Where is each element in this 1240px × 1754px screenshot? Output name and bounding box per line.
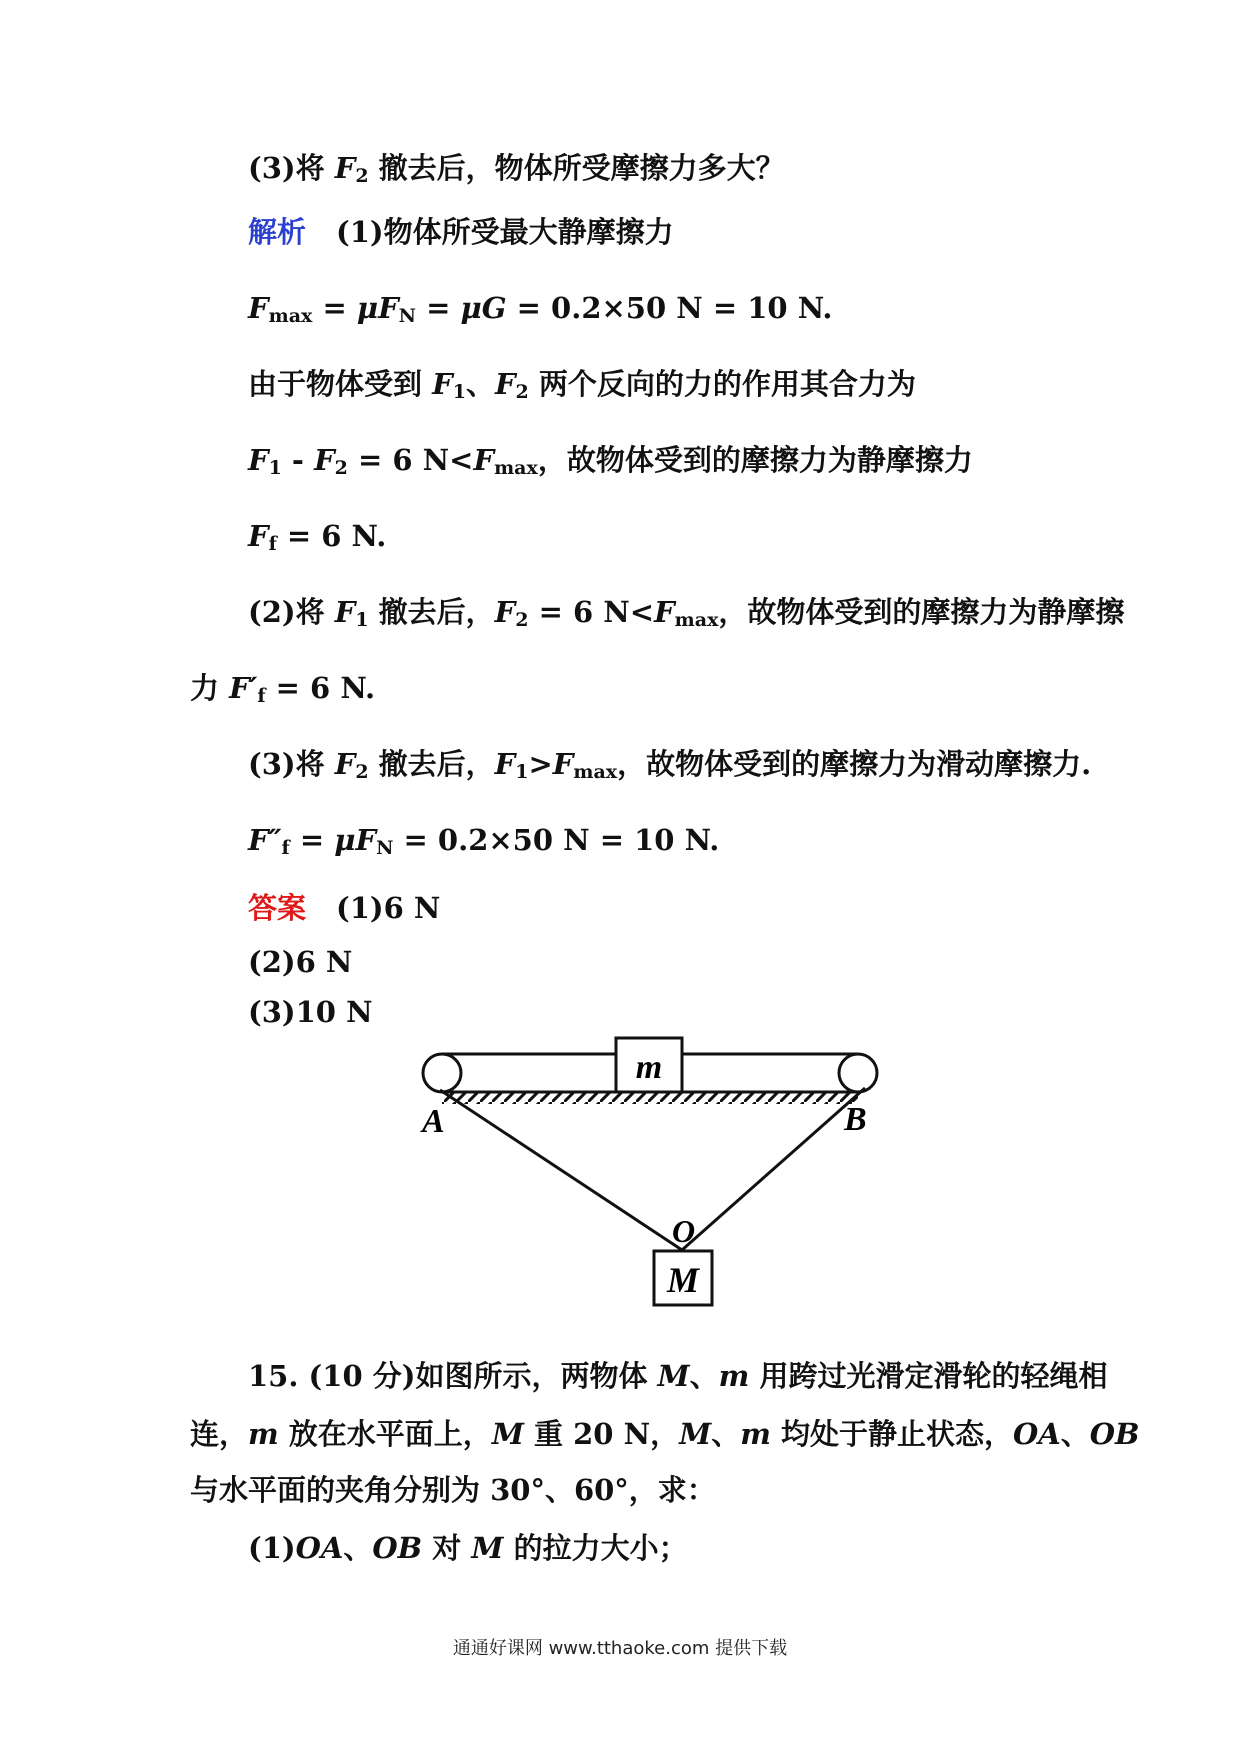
answer-3: (3)10 N <box>248 995 373 1029</box>
sliding-friction-equation: $F''_f = \mu F_N = 0.2\times 50$ N = 10 N. <box>248 823 720 859</box>
problem-15-line-2: 连，m 放在水平面上，M 重 20 N，M、m 均处于静止状态，OA、OB <box>190 1417 1140 1451</box>
pulley-b <box>839 1054 877 1092</box>
answer-2: (2)6 N <box>248 945 353 979</box>
analysis-label: 解析 <box>248 215 307 249</box>
answer-label: 答案 <box>248 891 307 925</box>
pulley-a <box>423 1054 461 1092</box>
fmax-equation: $F_{max} = \mu F_N = \mu G = 0.2\times 50$ N = 10 N. <box>248 291 833 327</box>
force-difference-line: $F_1 - F_2 = 6$ $N<F_{max}$，故物体受到的摩擦力为静摩擦力 <box>248 443 973 479</box>
question-3-line: (3)将 $F_2$ 撤去后，物体所受摩擦力多大？ <box>248 151 785 187</box>
label-M: M <box>666 1260 700 1300</box>
problem-15-line-1: 15. (10 分)如图所示，两物体 M、m 用跨过光滑定滑轮的轻绳相 <box>248 1359 1108 1393</box>
label-B: B <box>844 1101 867 1138</box>
label-m: m <box>635 1049 663 1086</box>
answer-line: 答案 (1)6 N <box>248 891 441 925</box>
table-hatching <box>442 1092 858 1104</box>
part-3-line: (3)将 $F_2$ 撤去后，$F_1>F_{max}$，故物体受到的摩擦力为滑动摩擦力. <box>248 747 1092 783</box>
ff-result-line: $F_f = 6$ N. <box>248 519 387 555</box>
part-2-continuation: 力 $F'_f = 6$ N. <box>190 671 376 707</box>
problem-15-line-3: 与水平面的夹角分别为 30°、60°，求： <box>190 1473 716 1507</box>
page-footer: 通通好课网 www.tthaoke.com 提供下载 <box>452 1638 788 1659</box>
part-2-line: (2)将 $F_1$ 撤去后，$F_2 = 6$ $N<F_{max}$，故物体受到的摩擦力为静摩擦 <box>248 595 1125 631</box>
pulley-diagram <box>420 1030 880 1340</box>
analysis-line: 解析 (1)物体所受最大静摩擦力 <box>248 215 674 249</box>
combined-force-line: 由于物体受到 $F_1$、$F_2$ 两个反向的力的作用其合力为 <box>248 367 916 403</box>
rope-oa <box>440 1090 682 1250</box>
label-O: O <box>672 1213 696 1249</box>
problem-15-part-1: (1)OA、OB 对 M 的拉力大小； <box>248 1531 688 1565</box>
rope-ob <box>682 1088 865 1250</box>
label-A: A <box>422 1103 445 1140</box>
